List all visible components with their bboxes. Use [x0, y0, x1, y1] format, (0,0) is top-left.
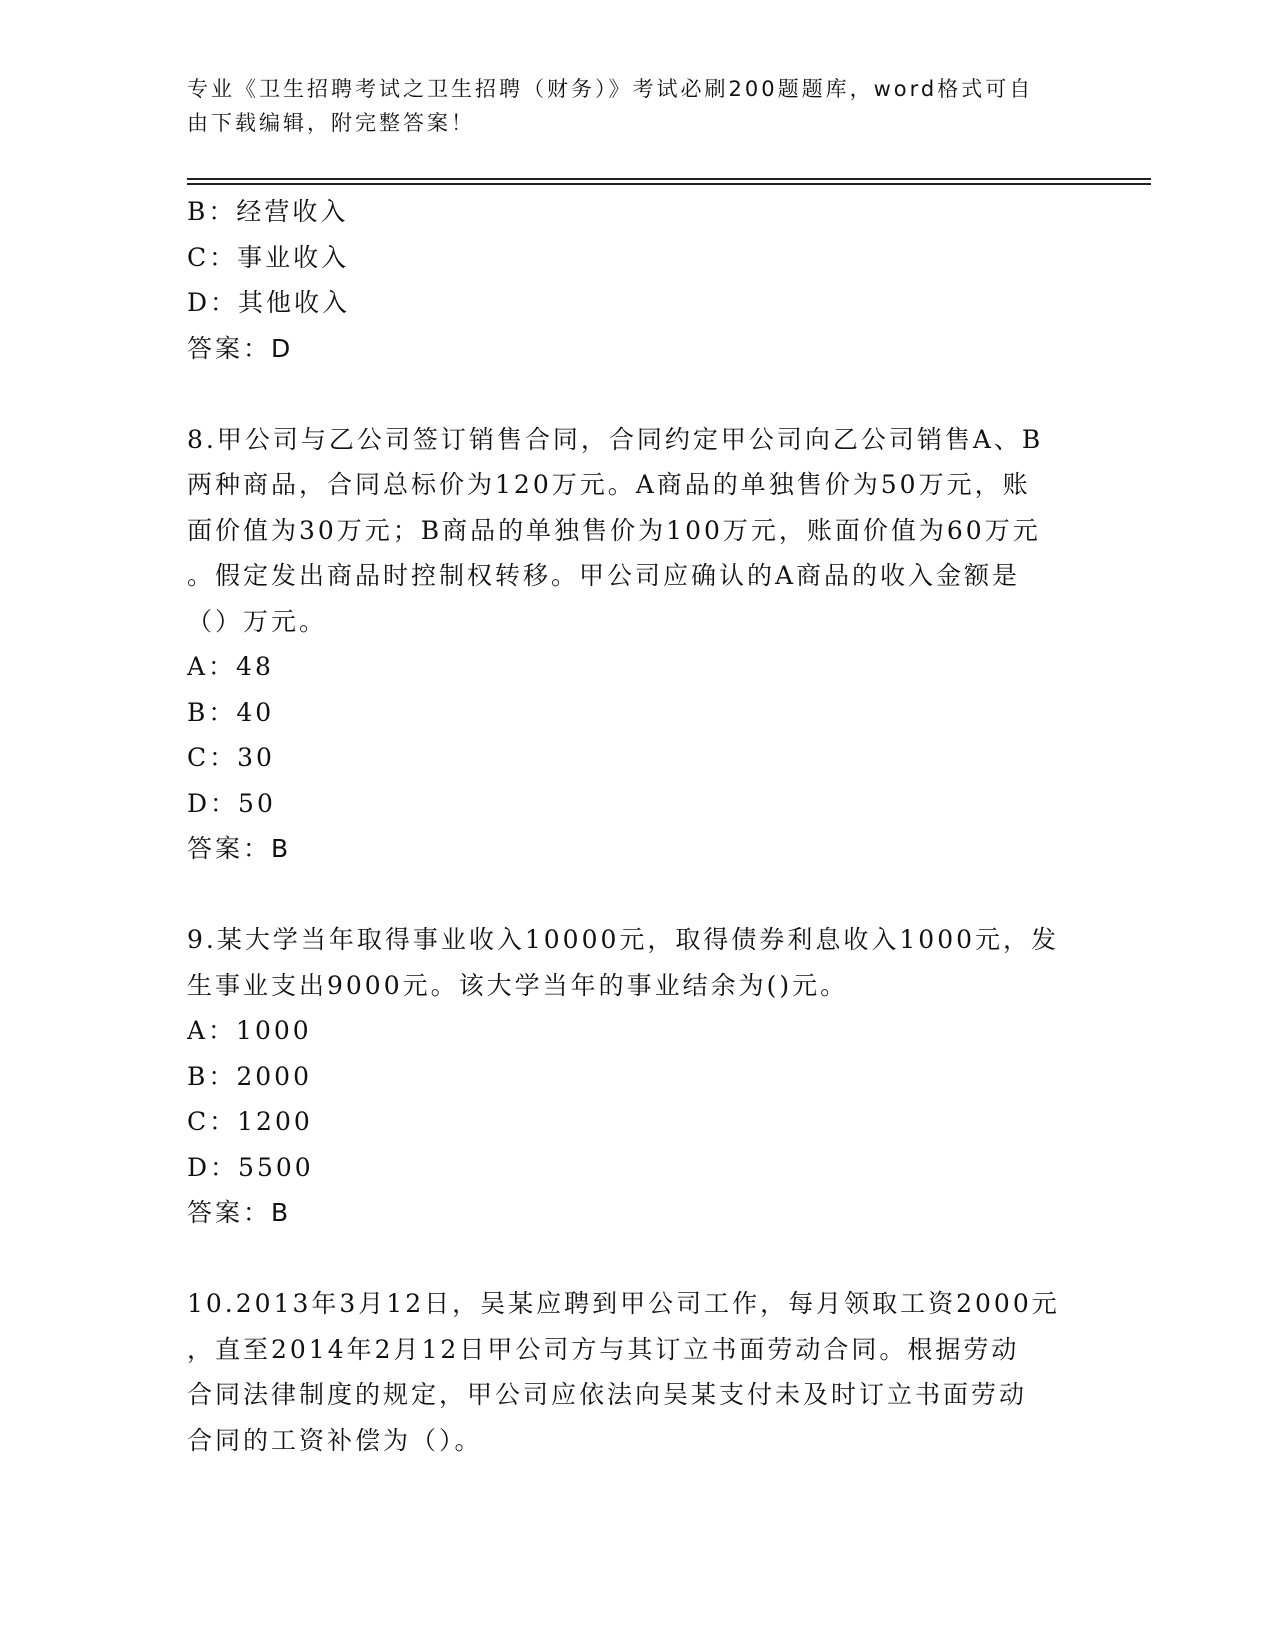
question-10: [187, 1281, 1087, 1463]
question-stem-line: 面价值为30万元；B商品的单独售价为100万元，账面价值为60万元: [187, 515, 1041, 545]
option-c: C：事业收入: [187, 242, 350, 272]
option-a: A：48: [187, 652, 274, 681]
question-stem-line: 10.2013年3月12日，吴某应聘到甲公司工作，每月领取工资2000元: [187, 1289, 1060, 1318]
spacer: [187, 1236, 1087, 1282]
answer: 答案：D: [187, 333, 294, 363]
header-line-1: 专业《卫生招聘考试之卫生招聘（财务）》考试必刷200题题库，word格式可自: [187, 77, 1034, 101]
question-stem-line: 两种商品，合同总标价为120万元。A商品的单独售价为50万元，账: [187, 470, 1031, 499]
header-divider-top: [187, 178, 1151, 180]
answer: 答案：B: [187, 834, 292, 863]
option-d: D：其他收入: [187, 288, 351, 317]
question-stem-line: 合同法律制度的规定，甲公司应依法向吴某支付未及时订立书面劳动: [187, 1380, 1028, 1409]
question-stem-line: 合同的工资补偿为（）。: [187, 1425, 483, 1455]
answer: 答案：B: [187, 1198, 292, 1227]
option-a: A：1000: [187, 1016, 312, 1045]
header-line-2: 由下载编辑，附完整答案！: [187, 111, 475, 135]
option-b: B：2000: [187, 1061, 312, 1091]
option-d: D：5500: [187, 1152, 314, 1182]
spacer: [187, 371, 1087, 417]
question-stem-line: ，直至2014年2月12日甲公司方与其订立书面劳动合同。根据劳动: [187, 1334, 1020, 1364]
header-divider-bottom: [187, 183, 1151, 185]
question-stem-line: 。假定发出商品时控制权转移。甲公司应确认的A商品的收入金额是: [187, 561, 1021, 590]
question-8: [187, 417, 1087, 872]
option-c: C：1200: [187, 1107, 313, 1136]
question-stem-line: （）万元。: [187, 606, 328, 636]
question-7-tail: [187, 189, 1087, 371]
question-list: [187, 189, 1087, 1463]
question-stem-line: 生事业支出9000元。该大学当年的事业结余为()元。: [187, 970, 849, 1000]
question-stem-line: 9.某大学当年取得事业收入10000元，取得债券利息收入1000元，发: [187, 925, 1060, 954]
option-b: B：经营收入: [187, 197, 349, 226]
option-d: D：50: [187, 788, 276, 818]
document-header: [187, 72, 1067, 140]
option-b: B：40: [187, 697, 275, 727]
option-c: C：30: [187, 743, 275, 772]
spacer: [187, 872, 1087, 918]
question-stem-line: 8.甲公司与乙公司签订销售合同，合同约定甲公司向乙公司销售A、B: [187, 424, 1044, 454]
question-9: [187, 917, 1087, 1236]
